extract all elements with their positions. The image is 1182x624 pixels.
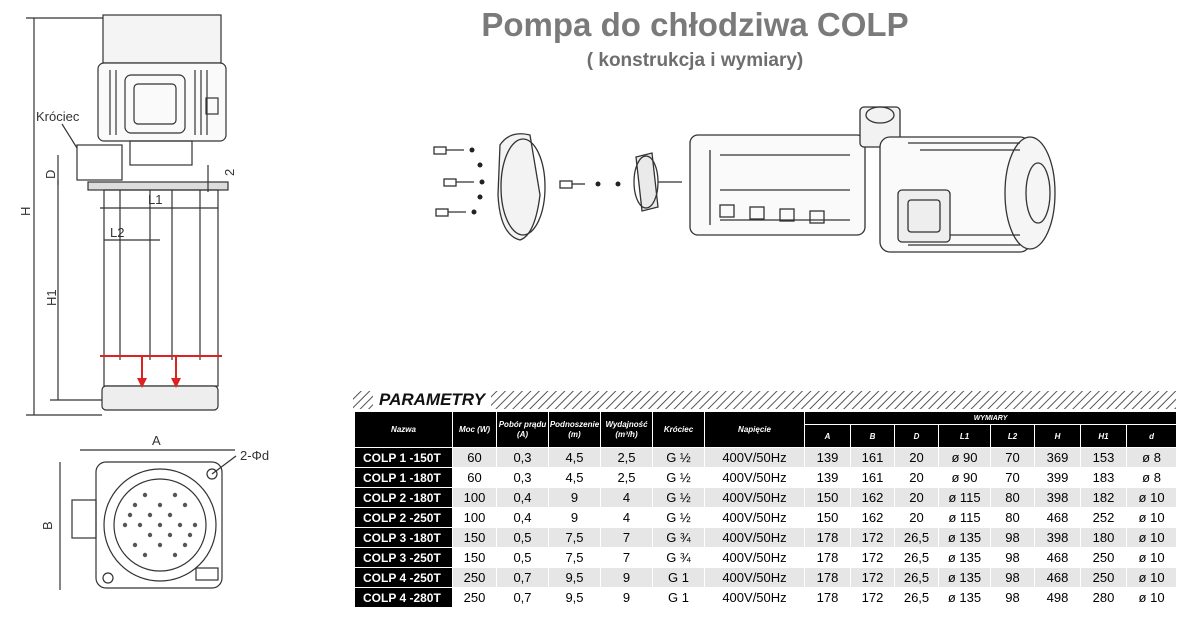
table-cell: 139 bbox=[805, 468, 851, 488]
table-cell: 468 bbox=[1035, 508, 1081, 528]
table-cell: 2,5 bbox=[601, 468, 653, 488]
table-cell: 26,5 bbox=[895, 588, 939, 608]
table-cell: 178 bbox=[805, 528, 851, 548]
table-cell: 0,7 bbox=[497, 588, 549, 608]
header-moc: Moc (W) bbox=[453, 412, 497, 448]
header-dim-small-d: d bbox=[1127, 425, 1177, 448]
table-cell: 20 bbox=[895, 448, 939, 468]
table-cell: 250 bbox=[1081, 548, 1127, 568]
table-cell: 9 bbox=[549, 508, 601, 528]
page-subtitle: ( konstrukcja i wymiary) bbox=[586, 50, 804, 71]
table-cell: 7,5 bbox=[549, 548, 601, 568]
header-dim-l2: L2 bbox=[991, 425, 1035, 448]
table-cell: 7 bbox=[601, 548, 653, 568]
table-cell: 498 bbox=[1035, 588, 1081, 608]
header-dim-h1: H1 bbox=[1081, 425, 1127, 448]
table-cell: ø 115 bbox=[939, 508, 991, 528]
label-h: H bbox=[18, 206, 33, 216]
table-cell: 468 bbox=[1035, 548, 1081, 568]
table-cell: 182 bbox=[1081, 488, 1127, 508]
table-cell: 153 bbox=[1081, 448, 1127, 468]
table-cell: ø 8 bbox=[1127, 468, 1177, 488]
table-cell: G ¾ bbox=[653, 528, 705, 548]
table-cell: 98 bbox=[991, 548, 1035, 568]
table-cell: 252 bbox=[1081, 508, 1127, 528]
table-cell: 250 bbox=[453, 568, 497, 588]
table-cell: 183 bbox=[1081, 468, 1127, 488]
table-row bbox=[355, 568, 1177, 588]
table-cell: 280 bbox=[1081, 588, 1127, 608]
table-cell: 400V/50Hz bbox=[705, 588, 805, 608]
table-cell: 26,5 bbox=[895, 568, 939, 588]
table-cell: ø 10 bbox=[1127, 588, 1177, 608]
table-cell: 0,4 bbox=[497, 508, 549, 528]
parameters-table-body bbox=[355, 448, 1177, 608]
table-cell: 369 bbox=[1035, 448, 1081, 468]
model-name-cell: COLP 3 -180T bbox=[355, 528, 453, 548]
label-hole: 2-Φd bbox=[240, 448, 270, 463]
model-name-cell: COLP 4 -250T bbox=[355, 568, 453, 588]
table-cell: 4 bbox=[601, 508, 653, 528]
table-cell: G ½ bbox=[653, 468, 705, 488]
label-d: D bbox=[43, 169, 58, 179]
pump-dimension-drawing bbox=[0, 0, 300, 624]
table-cell: 26,5 bbox=[895, 528, 939, 548]
table-row bbox=[355, 528, 1177, 548]
table-cell: 399 bbox=[1035, 468, 1081, 488]
table-cell: G 1 bbox=[653, 568, 705, 588]
table-cell: 100 bbox=[453, 488, 497, 508]
table-cell: 178 bbox=[805, 568, 851, 588]
table-cell: 9,5 bbox=[549, 568, 601, 588]
table-cell: ø 10 bbox=[1127, 528, 1177, 548]
table-cell: ø 10 bbox=[1127, 508, 1177, 528]
table-cell: 60 bbox=[453, 448, 497, 468]
table-cell: 172 bbox=[851, 528, 895, 548]
table-cell: 7,5 bbox=[549, 528, 601, 548]
table-row bbox=[355, 488, 1177, 508]
table-cell: ø 10 bbox=[1127, 488, 1177, 508]
page-title: Pompa do chłodziwa COLP bbox=[481, 6, 909, 43]
table-cell: 70 bbox=[991, 448, 1035, 468]
table-cell: 98 bbox=[991, 528, 1035, 548]
table-cell: 172 bbox=[851, 568, 895, 588]
model-name-cell: COLP 1 -180T bbox=[355, 468, 453, 488]
table-cell: ø 115 bbox=[939, 488, 991, 508]
table-cell: ø 8 bbox=[1127, 448, 1177, 468]
table-cell: 60 bbox=[453, 468, 497, 488]
table-cell: ø 10 bbox=[1127, 568, 1177, 588]
header-dim-d: D bbox=[895, 425, 939, 448]
table-cell: ø 90 bbox=[939, 468, 991, 488]
table-cell: 161 bbox=[851, 468, 895, 488]
table-cell: 162 bbox=[851, 508, 895, 528]
table-cell: 398 bbox=[1035, 528, 1081, 548]
model-name-cell: COLP 2 -180T bbox=[355, 488, 453, 508]
table-cell: 180 bbox=[1081, 528, 1127, 548]
parameters-heading: PARAMETRY bbox=[373, 390, 491, 410]
pump-exploded-view bbox=[420, 95, 1070, 275]
table-cell: 400V/50Hz bbox=[705, 448, 805, 468]
table-cell: 4 bbox=[601, 488, 653, 508]
header-pobor: Pobór prądu (A) bbox=[497, 412, 549, 448]
table-cell: 20 bbox=[895, 488, 939, 508]
table-cell: 9 bbox=[549, 488, 601, 508]
table-cell: 150 bbox=[453, 528, 497, 548]
table-cell: 0,7 bbox=[497, 568, 549, 588]
label-l1: L1 bbox=[148, 192, 163, 207]
model-name-cell: COLP 4 -280T bbox=[355, 588, 453, 608]
table-row bbox=[355, 588, 1177, 608]
model-name-cell: COLP 1 -150T bbox=[355, 448, 453, 468]
parameters-table bbox=[354, 411, 1177, 608]
table-cell: ø 135 bbox=[939, 548, 991, 568]
table-row bbox=[355, 508, 1177, 528]
table-cell: 150 bbox=[805, 488, 851, 508]
header-wymiary: WYMIARY bbox=[805, 412, 1177, 425]
table-cell: 161 bbox=[851, 448, 895, 468]
label-l2: L2 bbox=[110, 225, 125, 240]
label-h1: H1 bbox=[44, 289, 59, 306]
table-cell: 100 bbox=[453, 508, 497, 528]
header-dim-b: B bbox=[851, 425, 895, 448]
table-cell: 468 bbox=[1035, 568, 1081, 588]
table-cell: G ¾ bbox=[653, 548, 705, 568]
label-two: 2 bbox=[222, 168, 237, 176]
table-row bbox=[355, 548, 1177, 568]
header-podnoszenie: Podnoszenie (m) bbox=[549, 412, 601, 448]
table-cell: 150 bbox=[453, 548, 497, 568]
header-dim-l1: L1 bbox=[939, 425, 991, 448]
table-cell: 98 bbox=[991, 588, 1035, 608]
table-cell: 0,5 bbox=[497, 548, 549, 568]
table-cell: 400V/50Hz bbox=[705, 488, 805, 508]
table-cell: 400V/50Hz bbox=[705, 568, 805, 588]
header-dim-h: H bbox=[1035, 425, 1081, 448]
table-cell: G ½ bbox=[653, 508, 705, 528]
table-cell: 20 bbox=[895, 508, 939, 528]
table-cell: 9 bbox=[601, 588, 653, 608]
table-cell: 20 bbox=[895, 468, 939, 488]
table-cell: 400V/50Hz bbox=[705, 528, 805, 548]
table-cell: 400V/50Hz bbox=[705, 548, 805, 568]
table-cell: ø 10 bbox=[1127, 548, 1177, 568]
table-cell: 400V/50Hz bbox=[705, 468, 805, 488]
table-cell: 250 bbox=[453, 588, 497, 608]
table-cell: 139 bbox=[805, 448, 851, 468]
table-cell: 172 bbox=[851, 588, 895, 608]
table-cell: 398 bbox=[1035, 488, 1081, 508]
header-nazwa: Nazwa bbox=[355, 412, 453, 448]
table-cell: 80 bbox=[991, 508, 1035, 528]
table-cell: ø 135 bbox=[939, 588, 991, 608]
table-cell: 0,3 bbox=[497, 448, 549, 468]
table-cell: 4,5 bbox=[549, 448, 601, 468]
label-b: B bbox=[40, 521, 55, 530]
table-cell: 172 bbox=[851, 548, 895, 568]
table-cell: 26,5 bbox=[895, 548, 939, 568]
table-cell: 7 bbox=[601, 528, 653, 548]
table-cell: G 1 bbox=[653, 588, 705, 608]
table-cell: G ½ bbox=[653, 448, 705, 468]
table-cell: 178 bbox=[805, 548, 851, 568]
table-cell: 0,5 bbox=[497, 528, 549, 548]
header-wydajnosc: Wydajność (m³/h) bbox=[601, 412, 653, 448]
table-cell: 9,5 bbox=[549, 588, 601, 608]
table-cell: ø 90 bbox=[939, 448, 991, 468]
table-cell: 70 bbox=[991, 468, 1035, 488]
table-cell: 162 bbox=[851, 488, 895, 508]
label-a: A bbox=[152, 433, 161, 448]
table-cell: 0,4 bbox=[497, 488, 549, 508]
table-cell: 4,5 bbox=[549, 468, 601, 488]
table-cell: 400V/50Hz bbox=[705, 508, 805, 528]
header-napiecie: Napięcie bbox=[705, 412, 805, 448]
table-row bbox=[355, 468, 1177, 488]
table-cell: 2,5 bbox=[601, 448, 653, 468]
table-cell: 9 bbox=[601, 568, 653, 588]
table-row bbox=[355, 448, 1177, 468]
model-name-cell: COLP 3 -250T bbox=[355, 548, 453, 568]
model-name-cell: COLP 2 -250T bbox=[355, 508, 453, 528]
table-cell: 150 bbox=[805, 508, 851, 528]
header-krociec: Króciec bbox=[653, 412, 705, 448]
table-cell: 0,3 bbox=[497, 468, 549, 488]
table-cell: 80 bbox=[991, 488, 1035, 508]
table-cell: ø 135 bbox=[939, 528, 991, 548]
label-krociec: Króciec bbox=[36, 109, 80, 124]
header-dim-a: A bbox=[805, 425, 851, 448]
table-cell: 250 bbox=[1081, 568, 1127, 588]
table-cell: ø 135 bbox=[939, 568, 991, 588]
table-cell: 98 bbox=[991, 568, 1035, 588]
table-cell: G ½ bbox=[653, 488, 705, 508]
table-cell: 178 bbox=[805, 588, 851, 608]
